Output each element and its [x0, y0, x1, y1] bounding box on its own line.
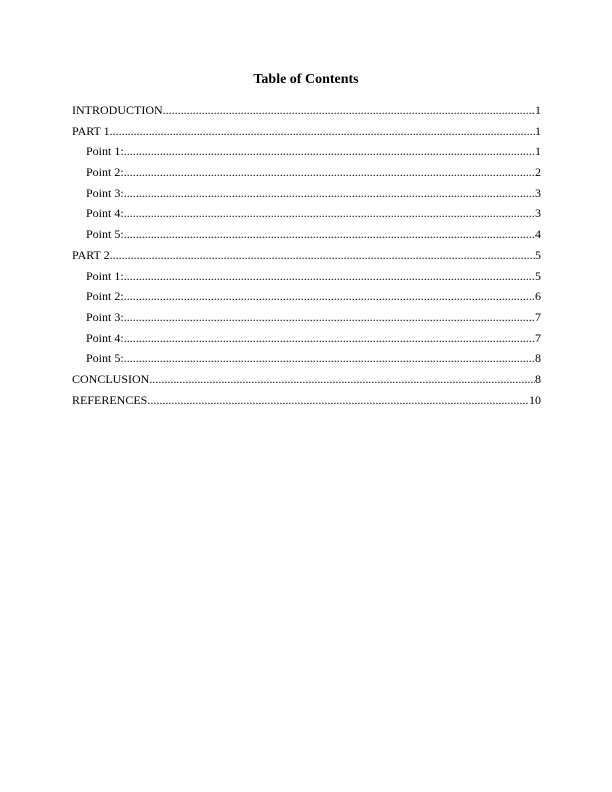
toc-dot-leader	[149, 369, 535, 390]
toc-page-number: 4	[535, 227, 541, 242]
toc-dot-leader	[124, 266, 535, 287]
toc-entry-part-1-point-2[interactable]	[72, 162, 541, 183]
toc-entry-label: Point 3:	[86, 185, 124, 200]
toc-entry-part-2-point-1[interactable]	[72, 266, 541, 287]
toc-page-number: 5	[535, 247, 541, 262]
toc-entry-part-2-point-5[interactable]	[72, 348, 541, 369]
toc-page-number: 8	[535, 351, 541, 366]
toc-page-number: 3	[535, 185, 541, 200]
toc-page-number: 3	[535, 206, 541, 221]
toc-entry-label: Point 4:	[86, 206, 124, 221]
toc-dot-leader	[147, 390, 529, 411]
toc-entry-label: Point 4:	[86, 330, 124, 345]
toc-list	[72, 100, 541, 410]
toc-entry-part-1-point-1[interactable]	[72, 141, 541, 162]
toc-page-number: 7	[535, 309, 541, 324]
toc-dot-leader	[163, 100, 535, 121]
toc-entry-part-1-point-3[interactable]	[72, 183, 541, 204]
toc-entry-label: PART 1	[72, 123, 110, 138]
toc-entry-label: Point 3:	[86, 309, 124, 324]
toc-dot-leader	[110, 245, 535, 266]
toc-entry-label: Point 1:	[86, 144, 124, 159]
toc-dot-leader	[124, 141, 535, 162]
toc-entry-part-2-point-2[interactable]	[72, 286, 541, 307]
toc-entry-label: Point 2:	[86, 289, 124, 304]
toc-page-number: 7	[535, 330, 541, 345]
toc-page-number: 10	[529, 392, 541, 407]
toc-dot-leader	[124, 348, 535, 369]
toc-entry-label: Point 1:	[86, 268, 124, 283]
toc-dot-leader	[124, 183, 535, 204]
toc-entry-introduction[interactable]	[72, 100, 541, 121]
toc-page-number: 2	[535, 165, 541, 180]
toc-page-number: 8	[535, 371, 541, 386]
toc-page-number: 1	[535, 123, 541, 138]
toc-entry-label: REFERENCES	[72, 392, 148, 407]
toc-entry-label: INTRODUCTION	[72, 103, 163, 117]
toc-page-number: 1	[535, 144, 541, 159]
toc-entry-label: PART 2	[72, 247, 110, 262]
toc-dot-leader	[124, 286, 535, 307]
toc-entry-label: CONCLUSION	[72, 371, 150, 386]
toc-entry-label: Point 5:	[86, 351, 124, 366]
toc-entry-conclusion[interactable]	[72, 369, 541, 390]
toc-entry-part-1-point-4[interactable]	[72, 203, 541, 224]
toc-dot-leader	[124, 224, 535, 245]
toc-title: Table of Contents	[253, 72, 359, 87]
toc-dot-leader	[124, 307, 535, 328]
toc-entry-part-2[interactable]	[72, 245, 541, 266]
toc-page-number: 1	[535, 103, 541, 117]
toc-dot-leader	[124, 328, 535, 349]
toc-dot-leader	[124, 203, 535, 224]
toc-entry-references[interactable]	[72, 390, 541, 411]
toc-entry-part-1-point-5[interactable]	[72, 224, 541, 245]
toc-entry-part-2-point-4[interactable]	[72, 328, 541, 349]
toc-dot-leader	[110, 121, 535, 142]
toc-entry-label: Point 2:	[86, 165, 124, 180]
toc-page-number: 5	[535, 268, 541, 283]
toc-entry-part-1[interactable]	[72, 121, 541, 142]
toc-entry-label: Point 5:	[86, 227, 124, 242]
toc-entry-part-2-point-3[interactable]	[72, 307, 541, 328]
toc-dot-leader	[124, 162, 535, 183]
toc-page-number: 6	[535, 289, 541, 304]
